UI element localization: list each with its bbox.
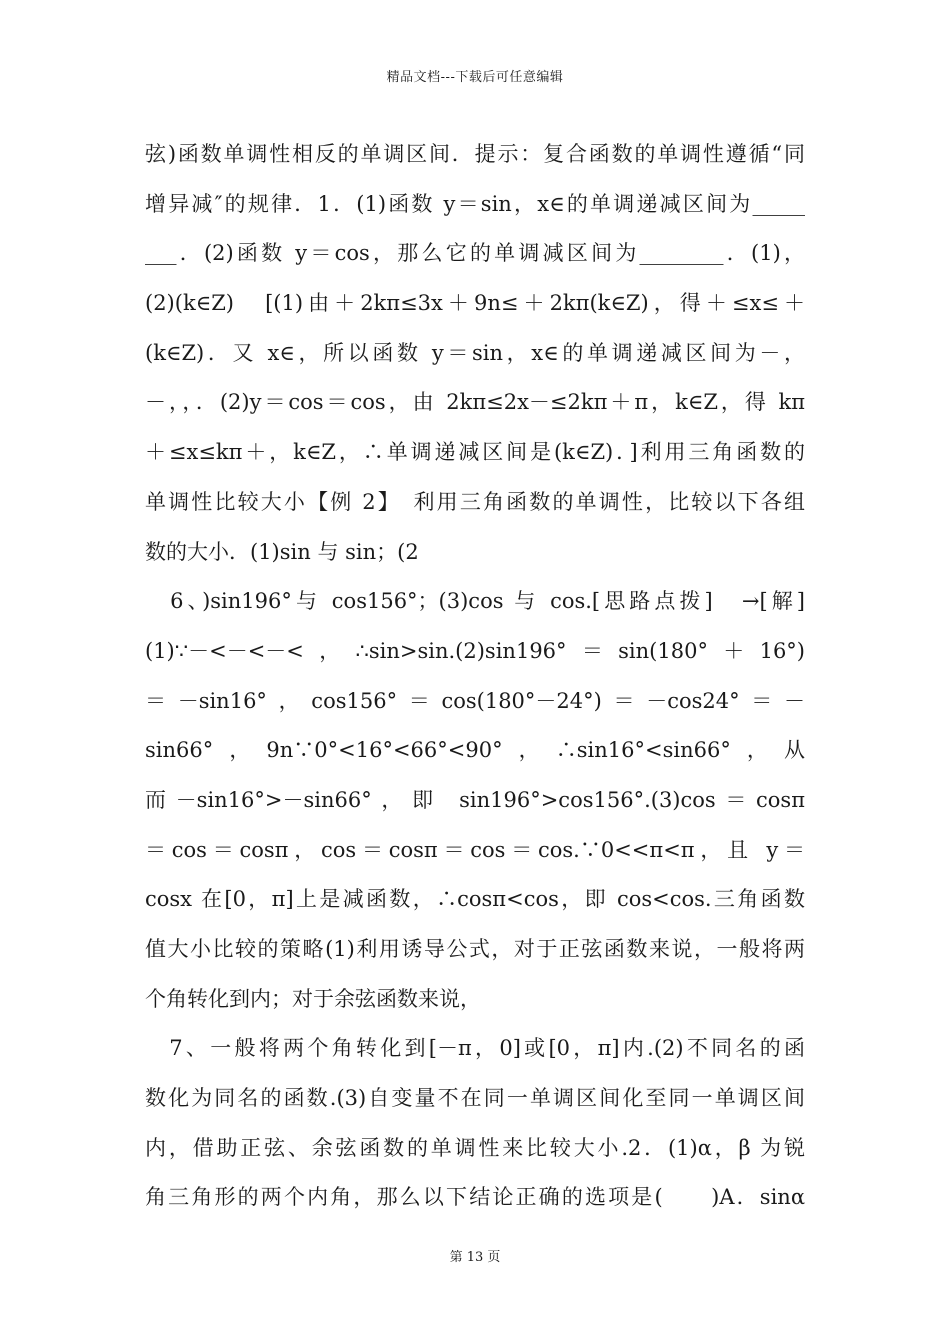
text-line: 7、一般将两个角转化到[－π，0]或[0，π]内.(2)不同名的函 (145, 1036, 805, 1061)
text-line: 个角转化到内；对于余弦函数来说， (145, 986, 481, 1011)
text-line: ＋≤x≤kπ＋，k∈Z，∴单调递减区间是(k∈Z)．]利用三角函数的 (145, 440, 805, 465)
text-line: ＝cos＝cosπ，cos＝cosπ＝cos＝cos.∵0<<π<π，且 y＝ (145, 837, 805, 862)
page-number: 第 13 页 (449, 1250, 501, 1265)
text-line: 增异减″的规律．1．(1)函数 y＝sin，x∈的单调递减区间为_____ (145, 191, 805, 216)
text-line: 数的大小．(1)sin 与 sin；(2 (145, 539, 419, 564)
text-line: 单调性比较大小【例 2】 利用三角函数的单调性，比较以下各组 (145, 489, 805, 514)
text-line: 6、)sin196°与 cos156°；(3)cos 与 cos.[思路点拨] →[解] (145, 589, 805, 614)
text-line: (2)(k∈Z) [(1)由＋2kπ≤3x＋9n≤＋2kπ(k∈Z)，得＋≤x≤＋ (145, 291, 805, 316)
text-line: 弦)函数单调性相反的单调区间．提示：复合函数的单调性遵循“同 (145, 142, 805, 166)
text-line: (1)∵－<－<－<，∴sin>sin.(2)sin196°＝sin(180°＋16°) (145, 638, 805, 663)
text-line: －，，．(2)y＝cos＝cos，由 2kπ≤2x－≤2kπ＋π，k∈Z，得 kπ (145, 390, 805, 415)
text-line: 角三角形的两个内角，那么以下结论正确的选项是( )A．sinα (145, 1185, 805, 1210)
text-line: ___．(2)函数 y＝cos，那么它的单调减区间为________．(1)， (145, 241, 805, 266)
text-line: ＝－sin16°，cos156°＝cos(180°－24°)＝－cos24°＝－ (145, 688, 805, 713)
text-line: 数化为同名的函数.(3)自变量不在同一单调区间化至同一单调区间 (145, 1086, 805, 1111)
document-body (145, 130, 805, 1223)
page-header: 精品文档---下载后可任意编辑 (386, 70, 564, 85)
text-line: cosx 在[0，π]上是减函数，∴cosπ<cos，即 cos<cos.三角函数 (145, 887, 805, 912)
text-line: 内，借助正弦、余弦函数的单调性来比较大小.2．(1)α，β 为锐 (145, 1135, 805, 1160)
text-line: 值大小比较的策略(1)利用诱导公式，对于正弦函数来说，一般将两 (145, 937, 805, 961)
text-line: sin66°，9n∵0°<16°<66°<90°，∴sin16°<sin66°，从 (145, 738, 805, 763)
text-line: 而－sin16°>－sin66°，即 sin196°>cos156°.(3)cos＝cosπ (145, 787, 805, 812)
text-line: (k∈Z)．又 x∈，所以函数 y＝sin，x∈的单调递减区间为－， (145, 340, 805, 365)
